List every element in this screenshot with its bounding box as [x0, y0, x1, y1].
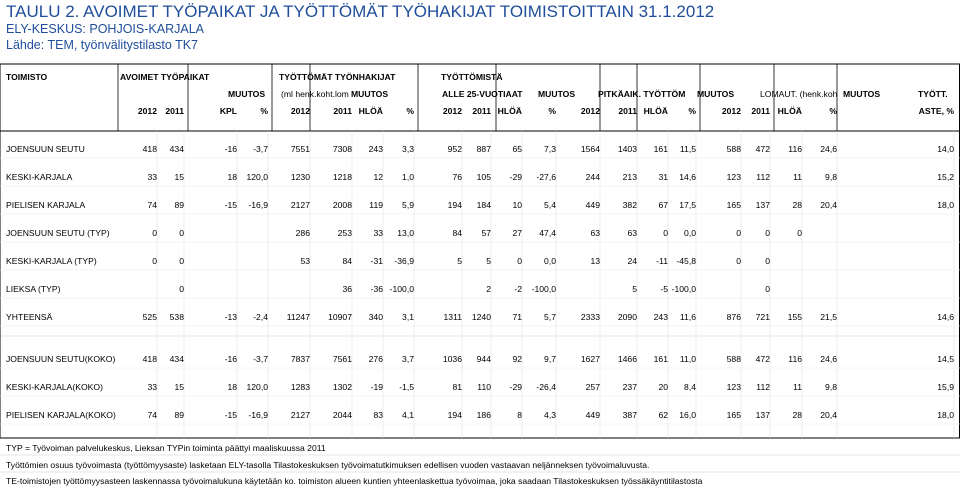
table-row-label: JOENSUUN SEUTU (TYP) [6, 228, 110, 238]
table-cell: 0 [179, 284, 184, 294]
table-cell: 27 [512, 228, 522, 238]
table-cell: 0 [179, 228, 184, 238]
table-cell: 8,4 [684, 382, 696, 392]
footnote: Työttömien osuus työvoimasta (työttömyysaste) lasketaan ELY-tasolla Tilastokeskuksen työvoimatutkimuksen edellisen vuoden vastaavan neljänneksen työvoimaluvusta. [6, 460, 650, 470]
table-row-label: KESKI-KARJALA(KOKO) [6, 382, 103, 392]
table-cell: 538 [169, 312, 184, 322]
table-cell: 387 [622, 410, 637, 420]
table-cell: 0 [179, 256, 184, 266]
table-cell: 1403 [617, 144, 637, 154]
table-cell: 472 [755, 354, 770, 364]
header-column-label: 2012 [137, 106, 157, 116]
table-cell: 5,4 [544, 200, 556, 210]
header-column-label: HLÖÄ [497, 106, 522, 116]
table-cell: 1,0 [402, 172, 414, 182]
header-column-label: % [829, 106, 837, 116]
header-column-label: 2012 [442, 106, 462, 116]
table-cell: 243 [653, 312, 668, 322]
table-cell: 10 [512, 200, 522, 210]
table-cell: 2044 [332, 410, 352, 420]
table-cell: 0 [152, 228, 157, 238]
table-cell: 24 [627, 256, 637, 266]
table-cell: 194 [447, 410, 462, 420]
table-cell: 449 [585, 200, 600, 210]
table-cell: 0 [765, 256, 770, 266]
table-cell: 14,6 [679, 172, 696, 182]
table-cell: 18 [227, 382, 237, 392]
table-cell: 28 [792, 200, 802, 210]
table-cell: 33 [147, 172, 157, 182]
table-cell: 161 [653, 144, 668, 154]
footnote: TE-toimistojen työttömyysasteen laskennassa työvoimalukuna käytetään ko. toimiston alueen kuntien yhteenlaskettua työvoimaa, joka saadaan Tilastokeskuksen työssäkäyntitilastosta [6, 476, 703, 486]
table-row-label: PIELISEN KARJALA(KOKO) [6, 410, 116, 420]
table-cell: 1564 [580, 144, 600, 154]
table-cell: 63 [590, 228, 600, 238]
table-cell: -3,7 [253, 354, 268, 364]
table-row-label: KESKI-KARJALA (TYP) [6, 256, 97, 266]
table-cell: 84 [452, 228, 462, 238]
table-cell: 63 [627, 228, 637, 238]
table-cell: 120,0 [246, 382, 268, 392]
table-cell: 4,1 [402, 410, 414, 420]
table-cell: 24,6 [820, 144, 837, 154]
table-cell: 1302 [332, 382, 352, 392]
source-subtitle: Lähde: TEM, työnvälitystilasto TK7 [6, 38, 198, 52]
table-cell: 8 [517, 410, 522, 420]
table-cell: 887 [476, 144, 491, 154]
table-row-label: PIELISEN KARJALA [6, 200, 86, 210]
table-cell: 1283 [290, 382, 310, 392]
table-cell: -45,8 [676, 256, 696, 266]
table-cell: 588 [726, 354, 741, 364]
table-cell: 340 [368, 312, 383, 322]
header-subgroup-label: MUUTOS [351, 89, 389, 99]
table-cell: 418 [142, 144, 157, 154]
table-cell: 9,8 [825, 172, 837, 182]
table-cell: 449 [585, 410, 600, 420]
table-cell: 9,8 [825, 382, 837, 392]
table-cell: 194 [447, 200, 462, 210]
header-column-label: % [406, 106, 414, 116]
table-cell: 18 [227, 172, 237, 182]
table-cell: 28 [792, 410, 802, 420]
table-cell: 286 [295, 228, 310, 238]
table-cell: 14,5 [937, 354, 954, 364]
table-cell: 1627 [580, 354, 600, 364]
table-cell: 11,5 [679, 144, 696, 154]
table-cell: 952 [447, 144, 462, 154]
table-cell: 12 [373, 172, 383, 182]
table-cell: 2127 [290, 200, 310, 210]
table-cell: 11247 [286, 312, 310, 322]
table-cell: -19 [370, 382, 383, 392]
table-cell: 65 [512, 144, 522, 154]
table-row-label: LIEKSA (TYP) [6, 284, 61, 294]
table-cell: 110 [477, 382, 491, 392]
table-cell: 165 [726, 410, 741, 420]
header-group-label: AVOIMET TYÖPAIKAT [120, 72, 210, 82]
table-cell: 434 [169, 144, 184, 154]
table-cell: 15 [174, 172, 184, 182]
header-column-label: ASTE, % [918, 106, 954, 116]
header-subgroup-label: MUUTOS [697, 89, 735, 99]
table-cell: 137 [755, 200, 770, 210]
table-cell: 2008 [332, 200, 352, 210]
header-column-label: HLÖÄ [777, 106, 802, 116]
table-cell: 74 [147, 200, 157, 210]
table-cell: -16,9 [248, 410, 268, 420]
header-column-label: KPL [219, 106, 237, 116]
table-cell: -11 [656, 256, 668, 266]
table-cell: 2127 [290, 410, 310, 420]
table-cell: 20,4 [820, 200, 837, 210]
table-cell: 1230 [290, 172, 310, 182]
table-cell: 276 [368, 354, 383, 364]
table-cell: 5 [486, 256, 491, 266]
table-cell: 0 [736, 256, 741, 266]
table-cell: 13 [590, 256, 600, 266]
table-cell: 1036 [442, 354, 462, 364]
table-cell: 53 [300, 256, 310, 266]
table-cell: -100,0 [389, 284, 414, 294]
table-cell: 1311 [443, 312, 462, 322]
table-cell: 120,0 [246, 172, 268, 182]
table-cell: -36,9 [394, 256, 414, 266]
table-cell: 5 [457, 256, 462, 266]
table-cell: 15,2 [937, 172, 954, 182]
table-row-label: YHTEENSÄ [6, 312, 53, 322]
table-cell: 112 [756, 382, 770, 392]
table-cell: 244 [585, 172, 600, 182]
table-cell: 7551 [290, 144, 310, 154]
table-cell: 92 [512, 354, 522, 364]
table-cell: -26,4 [536, 382, 556, 392]
table-cell: 161 [653, 354, 668, 364]
table-cell: 137 [755, 410, 770, 420]
table-cell: 20,4 [820, 410, 837, 420]
table-cell: 418 [142, 354, 157, 364]
table-cell: 24,6 [820, 354, 837, 364]
table-cell: 7561 [332, 354, 352, 364]
table-cell: -31 [370, 256, 383, 266]
table-cell: 119 [369, 200, 383, 210]
table-cell: 1240 [471, 312, 491, 322]
table-cell: -36 [370, 284, 383, 294]
table-cell: 123 [726, 382, 741, 392]
table-cell: 3,3 [402, 144, 414, 154]
table-cell: -2 [514, 284, 522, 294]
header-column-label: % [260, 106, 268, 116]
table-cell: 14,6 [937, 312, 954, 322]
header-column-label: 2011 [618, 106, 637, 116]
table-cell: 18,0 [937, 200, 954, 210]
table-cell: 31 [658, 172, 668, 182]
table-cell: 10907 [328, 312, 352, 322]
table-cell: 213 [622, 172, 637, 182]
table-cell: 0 [765, 228, 770, 238]
header-subgroup-label: MUUTOS [228, 89, 266, 99]
table-cell: 4,3 [544, 410, 556, 420]
table-cell: 81 [452, 382, 462, 392]
table-row-label: JOENSUUN SEUTU [6, 144, 85, 154]
table-cell: 1218 [332, 172, 352, 182]
header-group-label: TYÖTTÖMISTÄ [441, 72, 503, 82]
table-cell: 62 [658, 410, 668, 420]
table-cell: 71 [512, 312, 522, 322]
table-cell: 3,7 [402, 354, 414, 364]
header-column-label: 2011 [472, 106, 491, 116]
table-cell: 186 [476, 410, 491, 420]
table-cell: -29 [509, 382, 522, 392]
table-cell: -13 [224, 312, 237, 322]
header-subgroup-label: PITKÄAIK. TYÖTTÖM [598, 89, 686, 99]
table-cell: 16,0 [679, 410, 696, 420]
table-cell: 2090 [617, 312, 637, 322]
table-cell: 7,3 [544, 144, 556, 154]
table-cell: 57 [481, 228, 491, 238]
table-cell: 0,0 [684, 228, 696, 238]
table-cell: 382 [622, 200, 637, 210]
table-cell: 3,1 [402, 312, 414, 322]
table-cell: -16,9 [248, 200, 268, 210]
table-cell: 7308 [332, 144, 352, 154]
header-column-label: 2011 [751, 106, 770, 116]
header-group-label: TOIMISTO [6, 72, 48, 82]
header-column-label: 2011 [333, 106, 352, 116]
table-cell: 83 [373, 410, 383, 420]
table-cell: 7837 [290, 354, 310, 364]
table-cell: 944 [476, 354, 491, 364]
header-subgroup-label: MUUTOS [538, 89, 576, 99]
table-cell: 11 [793, 382, 802, 392]
table-cell: 434 [169, 354, 184, 364]
table-cell: -3,7 [253, 144, 268, 154]
header-subgroup-label: TYÖTT. [918, 89, 948, 99]
table-cell: 116 [788, 354, 802, 364]
table-cell: 76 [452, 172, 462, 182]
header-subgroup-label: MUUTOS [843, 89, 881, 99]
table-cell: 15 [174, 382, 184, 392]
header-subgroup-label: ALLE 25-VUOTIAAT [442, 89, 523, 99]
header-column-label: % [688, 106, 696, 116]
table-cell: -29 [509, 172, 522, 182]
table-cell: 2 [486, 284, 491, 294]
header-column-label: 2012 [721, 106, 741, 116]
table-cell: 525 [142, 312, 157, 322]
header-column-label: 2011 [165, 106, 184, 116]
table-cell: 17,5 [679, 200, 696, 210]
header-column-label: 2012 [580, 106, 600, 116]
table-cell: 74 [147, 410, 157, 420]
table-cell: 15,9 [937, 382, 954, 392]
table-cell: 33 [373, 228, 383, 238]
table-cell: 0,0 [544, 256, 556, 266]
table-cell: 47,4 [539, 228, 556, 238]
table-cell: 721 [755, 312, 770, 322]
footnote: TYP = Työvoiman palvelukeskus, Lieksan TYPin toiminta päättyi maaliskuussa 2011 [6, 443, 326, 453]
table-cell: 14,0 [937, 144, 954, 154]
table-cell: 11,6 [679, 312, 696, 322]
table-cell: 11,0 [679, 354, 696, 364]
table-cell: -16 [224, 144, 237, 154]
page-title: TAULU 2. AVOIMET TYÖPAIKAT JA TYÖTTÖMÄT TYÖHAKIJAT TOIMISTOITTAIN 31.1.2012 [6, 2, 715, 21]
table-cell: 472 [755, 144, 770, 154]
table-row-label: JOENSUUN SEUTU(KOKO) [6, 354, 116, 364]
table-cell: 257 [585, 382, 600, 392]
table-cell: 165 [726, 200, 741, 210]
table-cell: -1,5 [399, 382, 414, 392]
table-cell: 0 [797, 228, 802, 238]
table-cell: -2,4 [253, 312, 268, 322]
table-cell: 2333 [580, 312, 600, 322]
table-cell: 243 [368, 144, 383, 154]
table-cell: -100,0 [531, 284, 556, 294]
header-column-label: HLÖÄ [358, 106, 383, 116]
table-cell: 5 [632, 284, 637, 294]
table-cell: -27,6 [536, 172, 556, 182]
table-cell: 33 [147, 382, 157, 392]
header-column-label: % [548, 106, 556, 116]
table-cell: -100,0 [671, 284, 696, 294]
table-cell: 112 [756, 172, 770, 182]
table-cell: 0 [736, 228, 741, 238]
header-subgroup-label: (ml henk.koht.lom [281, 89, 349, 99]
table-cell: 67 [658, 200, 668, 210]
table-cell: 11 [793, 172, 802, 182]
table-cell: 237 [622, 382, 637, 392]
table-cell: 116 [788, 144, 802, 154]
header-group-label: TYÖTTÖMÄT TYÖNHAKIJAT [279, 72, 396, 82]
table-cell: 5,7 [544, 312, 556, 322]
table-cell: 155 [787, 312, 802, 322]
table-cell: 20 [658, 382, 668, 392]
table-cell: 0 [517, 256, 522, 266]
table-cell: 0 [765, 284, 770, 294]
table-cell: 5,9 [402, 200, 414, 210]
header-subgroup-label: LOMAUT. (henk.koh [760, 89, 838, 99]
table-cell: 876 [726, 312, 741, 322]
table-cell: 0 [663, 228, 668, 238]
table-cell: 89 [174, 200, 184, 210]
table-cell: 253 [337, 228, 352, 238]
ely-center-subtitle: ELY-KESKUS: POHJOIS-KARJALA [6, 22, 204, 36]
table-cell: -5 [660, 284, 668, 294]
table-cell: 18,0 [937, 410, 954, 420]
table-cell: -15 [224, 200, 237, 210]
table-cell: -15 [224, 410, 237, 420]
table-cell: 1466 [617, 354, 637, 364]
table-cell: 36 [342, 284, 352, 294]
table-cell: -16 [224, 354, 237, 364]
table-cell: 89 [174, 410, 184, 420]
table-cell: 123 [726, 172, 741, 182]
table-cell: 13,0 [397, 228, 414, 238]
table-cell: 588 [726, 144, 741, 154]
table-cell: 84 [342, 256, 352, 266]
table-cell: 21,5 [820, 312, 837, 322]
table-cell: 105 [476, 172, 491, 182]
header-column-label: HLÖÄ [643, 106, 668, 116]
table-cell: 0 [152, 256, 157, 266]
table-cell: 9,7 [544, 354, 556, 364]
header-column-label: 2012 [290, 106, 310, 116]
table-row-label: KESKI-KARJALA [6, 172, 73, 182]
table-cell: 184 [476, 200, 491, 210]
